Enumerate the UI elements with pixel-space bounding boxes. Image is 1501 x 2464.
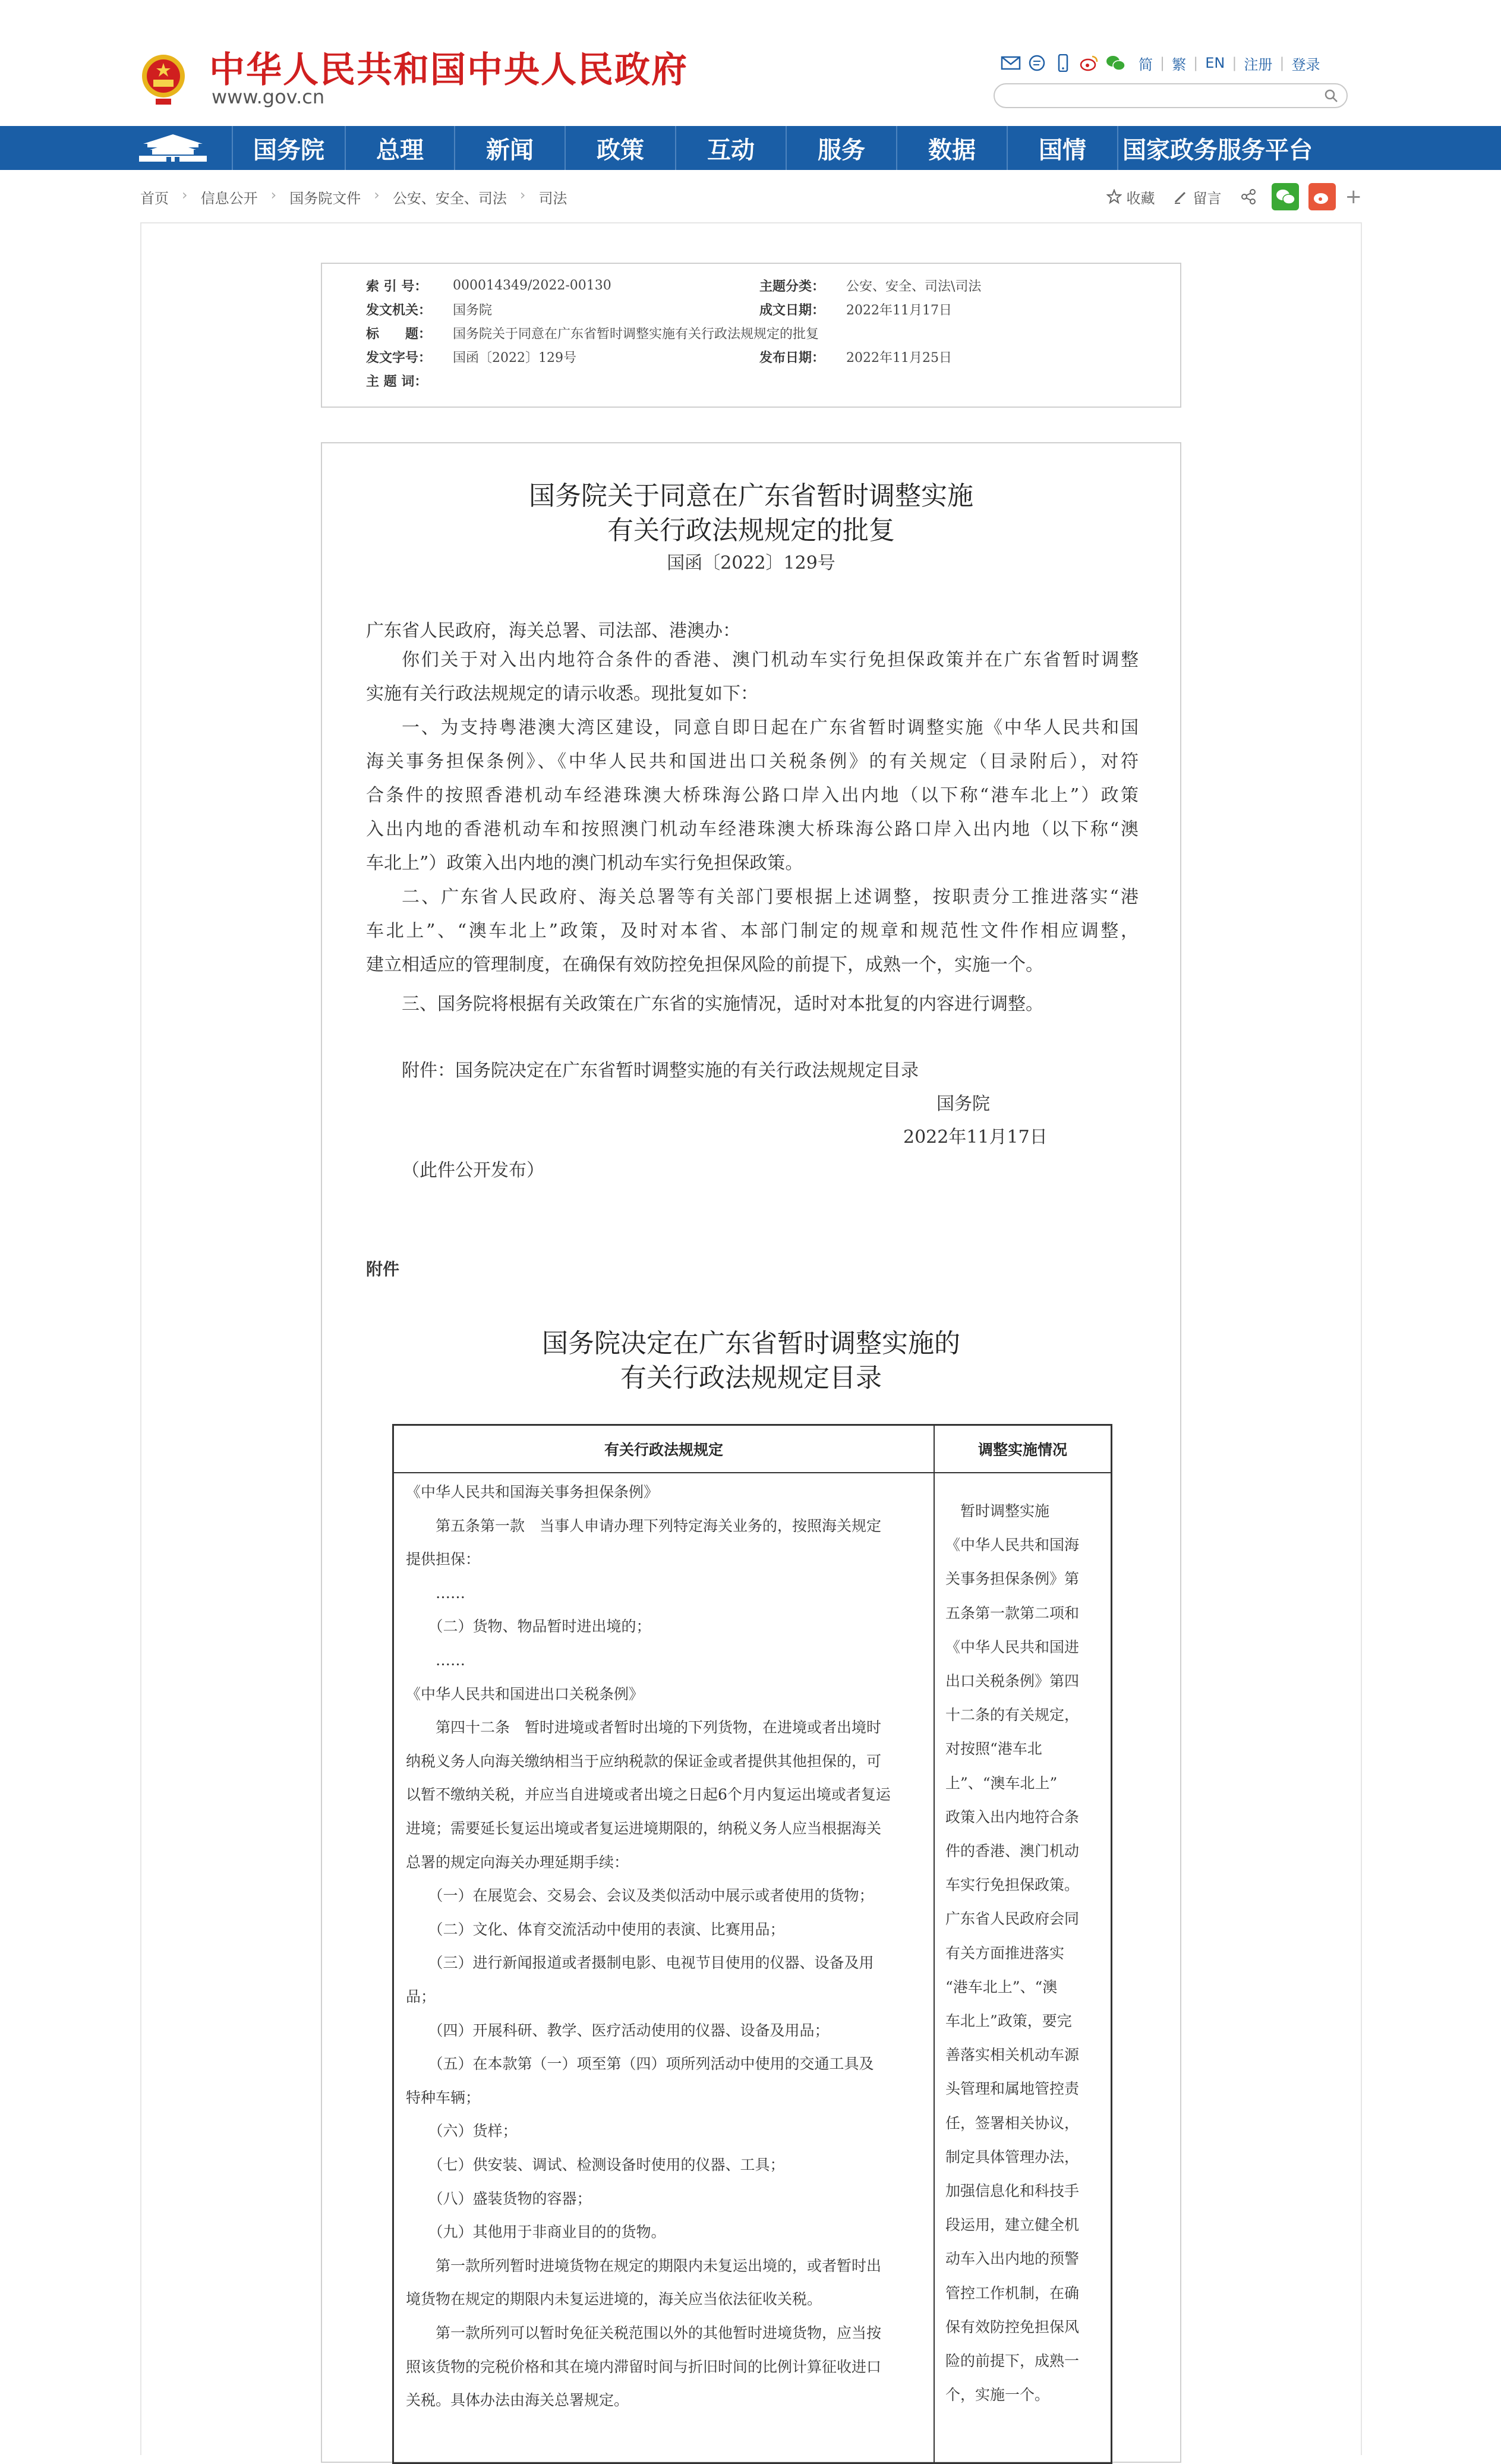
wechat-share-button[interactable]	[1272, 183, 1299, 210]
share-actions	[1106, 182, 1363, 212]
regulation-line: （二）货物、物品暂时进出境的；	[406, 1618, 651, 1636]
annex-label: 附件	[366, 1259, 400, 1279]
top-links: 简 | 繁 | EN | 注册 | 登录	[1001, 51, 1327, 75]
comment-button[interactable]	[1173, 187, 1222, 207]
breadcrumb: 首页 › 信息公开 › 国务院文件 › 公安、安全、司法 › 司法	[140, 187, 567, 207]
weibo-share-button[interactable]	[1308, 183, 1336, 210]
adjustment-line: 段运用，建立健全机	[945, 2216, 1080, 2234]
document-metadata	[321, 263, 1181, 408]
document-body	[321, 442, 1181, 2463]
adjustment-line: 件的香港、澳门机动	[945, 1842, 1080, 1860]
adjustment-line: 险的前提下，成熟一	[945, 2352, 1080, 2370]
doc-signer: 国务院	[936, 1094, 990, 1114]
nav-item-policy[interactable]: 政策	[565, 126, 675, 170]
adjustment-line: 加强信息化和科技手	[945, 2182, 1080, 2200]
search-box	[994, 83, 1348, 108]
regulation-line: 境货物在规定的期限内未复运进境的，海关应当依法征收关税。	[406, 2290, 822, 2308]
nav-item-premier[interactable]: 总理	[345, 126, 454, 170]
adjustment-line: 管控工作机制，在确	[945, 2284, 1080, 2302]
weibo-share-icon	[1312, 188, 1332, 206]
doc-paragraph-2: 一、为支持粤港澳大湾区建设，同意自即日起在广东省暂时调整实施《中华人民共和国	[402, 717, 1139, 738]
favorite-label: 收藏	[1126, 190, 1155, 207]
regulation-line: 以暂不缴纳关税，并应当自进境或者出境之日起6个月内复运出境或者复运	[406, 1786, 891, 1804]
site-header	[0, 0, 1501, 126]
message-icon[interactable]	[1027, 54, 1047, 72]
breadcrumb-state-council-docs[interactable]: 国务院文件	[289, 190, 361, 207]
doc-attachment-note[interactable]: 附件：国务院决定在广东省暂时调整实施的有关行政法规规定目录	[402, 1060, 919, 1081]
adjustment-line: 广东省人民政府会同	[945, 1910, 1080, 1928]
regulation-line: 总署的规定向海关办理延期手续：	[406, 1853, 629, 1871]
pen-icon	[1173, 189, 1188, 204]
regulation-line: 关税。具体办法由海关总署规定。	[406, 2391, 629, 2409]
breadcrumb-row	[140, 182, 1362, 212]
doc-number: 国函〔2022〕129号	[667, 553, 835, 574]
wechat-share-icon	[1275, 188, 1295, 206]
doc-public-note: （此件公开发布）	[402, 1160, 544, 1181]
main-nav	[0, 126, 1501, 170]
regulation-line: （八）盛装货物的容器；	[406, 2189, 592, 2207]
register-link[interactable]: 注册	[1244, 56, 1273, 73]
meta-pubdate: 发布日期： 2022年11月25日	[759, 349, 952, 365]
regulation-line: 第四十二条 暂时进境或者暂时出境的下列货物，在进境或者出境时	[406, 1719, 882, 1737]
adjustment-line: 关事务担保条例》第	[945, 1570, 1080, 1588]
favorite-button[interactable]	[1106, 187, 1155, 207]
doc-paragraph-3: 二、广东省人民政府、海关总署等有关部门要根据上述调整，按职责分工推进落实“港	[402, 887, 1139, 908]
meta-docno: 发文字号： 国函〔2022〕129号	[366, 349, 576, 365]
regulation-table	[392, 1424, 1112, 2464]
adjustment-line: 任，签署相关协议，	[945, 2114, 1080, 2132]
regulation-line: （三）进行新闻报道或者摄制电影、电视节目使用的仪器、设备及用	[406, 1954, 874, 1972]
breadcrumb-info-disclosure[interactable]: 信息公开	[200, 190, 258, 207]
english-link[interactable]: EN	[1205, 55, 1225, 71]
meta-keywords: 主 题 词：	[366, 373, 428, 389]
breadcrumb-public-security[interactable]: 公安、安全、司法	[392, 190, 507, 207]
regulation-line: （五）在本款第（一）项至第（四）项所列活动中使用的交通工具及	[406, 2055, 874, 2073]
search-icon[interactable]	[1324, 89, 1338, 103]
nav-item-interaction[interactable]: 互动	[675, 126, 786, 170]
doc-paragraph-4: 三、国务院将根据有关政策在广东省的实施情况，适时对本批复的内容进行调整。	[402, 994, 1043, 1014]
breadcrumb-home[interactable]: 首页	[140, 190, 169, 207]
adjustment-line: 有关方面推进落实	[945, 1944, 1065, 1962]
adjustment-line: 对按照“港车北	[945, 1740, 1042, 1758]
doc-paragraph-1: 你们关于对入出内地符合条件的香港、澳门机动车实行免担保政策并在广东省暂时调整	[402, 650, 1139, 670]
regulation-line: 品；	[406, 1988, 436, 2005]
meta-issuer: 发文机关： 国务院	[366, 302, 493, 318]
adjustment-line: 头管理和属地管控责	[945, 2080, 1080, 2098]
regulation-line: ……	[406, 1584, 466, 1602]
adjustment-line: 出口关税条例》第四	[945, 1672, 1080, 1690]
national-emblem-icon[interactable]	[140, 49, 187, 108]
star-icon	[1106, 189, 1122, 204]
adjustment-line: 暂时调整实施	[945, 1502, 1050, 1520]
regulation-line: 第一款所列暂时进境货物在规定的期限内未复运出境的，或者暂时出	[406, 2257, 882, 2274]
more-share-button[interactable]: +	[1345, 185, 1362, 209]
nav-item-national-info[interactable]: 国情	[1007, 126, 1117, 170]
adjustment-line: 《中华人民共和国进	[945, 1638, 1080, 1656]
weibo-icon[interactable]	[1079, 54, 1099, 72]
regulation-line: 纳税义务人向海关缴纳相当于应纳税款的保证金或者提供其他担保的，可	[406, 1752, 882, 1770]
doc-paragraph-2-cont: 海关事务担保条例》、《中华人民共和国进出口关税条例》的有关规定（目录附后），对符 合条件的按照香港机动车经港珠澳大桥珠海公路口岸入出内地（以下称“港车北上”）政策 入出内地的香港机动车和按照澳门机动车经港珠澳大桥珠海公路口岸入出内地（以下称“澳 车北上”）政策入出内地的澳门机动车实行免担保政策。	[366, 751, 1139, 874]
meta-date: 成文日期： 2022年11月17日	[759, 302, 952, 318]
doc-paragraph-1-cont: 实施有关行政法规规定的请示收悉。现批复如下：	[366, 683, 758, 704]
doc-title-line2: 有关行政法规规定的批复	[607, 515, 895, 546]
adjustment-line: 五条第一款第二项和	[945, 1604, 1080, 1622]
tiananmen-icon[interactable]	[134, 131, 212, 165]
traditional-link[interactable]: 繁	[1172, 56, 1187, 73]
table-header-adjustment: 调整实施情况	[977, 1441, 1067, 1458]
regulation-line: （四）开展科研、教学、医疗活动使用的仪器、设备及用品；	[406, 2021, 830, 2039]
regulation-line: （一）在展览会、交易会、会议及类似活动中展示或者使用的货物；	[406, 1887, 874, 1905]
simplified-link[interactable]: 简	[1139, 56, 1153, 73]
search-input[interactable]	[1007, 84, 1318, 107]
share-icon[interactable]	[1240, 188, 1257, 206]
meta-index: 索 引 号： 000014349/2022-00130	[366, 278, 611, 294]
regulation-line: （七）供安装、调试、检测设备时使用的仪器、工具；	[406, 2156, 785, 2173]
adjustment-line: 十二条的有关规定，	[945, 1706, 1080, 1724]
nav-item-news[interactable]: 新闻	[454, 126, 565, 170]
regulation-line: 特种车辆；	[406, 2088, 481, 2106]
comment-label: 留言	[1193, 190, 1222, 207]
site-domain: www.gov.cn	[212, 86, 325, 108]
adjustment-line: 政策入出内地符合条	[945, 1808, 1080, 1826]
nav-items	[232, 126, 1317, 170]
mobile-icon[interactable]	[1053, 54, 1073, 72]
annex-title-line1: 国务院决定在广东省暂时调整实施的	[542, 1328, 960, 1359]
adjustment-line: 上”、“澳车北上”	[945, 1774, 1058, 1792]
regulation-line: （二）文化、体育交流活动中使用的表演、比赛用品；	[406, 1920, 785, 1938]
doc-paragraph-3-cont: 车北上”、“澳车北上”政策，及时对本省、本部门制定的规章和规范性文件作相应调整， 建立相适应的管理制度，在确保有效防控免担保风险的前提下，成熟一个，实施一个。	[366, 921, 1139, 975]
regulation-line: ……	[406, 1652, 466, 1669]
regulation-line: 《中华人民共和国海关事务担保条例》	[406, 1483, 659, 1501]
annex-title-line2: 有关行政法规规定目录	[620, 1363, 882, 1393]
breadcrumb-judiciary[interactable]: 司法	[538, 190, 567, 207]
doc-sign-date: 2022年11月17日	[903, 1127, 1048, 1148]
nav-item-services[interactable]: 服务	[786, 126, 896, 170]
regulation-line: 《中华人民共和国进出口关税条例》	[406, 1685, 644, 1703]
wechat-icon[interactable]	[1105, 54, 1125, 72]
adjustment-line: 动车入出内地的预警	[945, 2250, 1080, 2268]
nav-item-state-council[interactable]: 国务院	[232, 126, 345, 170]
adjustment-line: 制定具体管理办法，	[945, 2148, 1080, 2166]
regulation-line: （九）其他用于非商业目的的货物。	[406, 2223, 666, 2241]
login-link[interactable]: 登录	[1291, 56, 1320, 73]
adjustment-line: 保有效防控免担保风	[945, 2318, 1080, 2336]
nav-item-data[interactable]: 数据	[896, 126, 1007, 170]
regulation-line: 第一款所列可以暂时免征关税范围以外的其他暂时进境货物，应当按	[406, 2324, 882, 2342]
regulation-line: 提供担保：	[406, 1551, 481, 1568]
regulation-line: 第五条第一款 当事人申请办理下列特定海关业务的，按照海关规定	[406, 1517, 882, 1535]
site-title[interactable]: 中华人民共和国中央人民政府	[209, 49, 688, 91]
adjustment-line: 善落实相关机动车源	[945, 2046, 1080, 2064]
regulation-line: （六）货样；	[406, 2122, 518, 2140]
nav-item-service-platform[interactable]: 国家政务服务平台	[1117, 126, 1317, 170]
adjustment-line: 个，实施一个。	[945, 2386, 1050, 2404]
adjustment-line: “港车北上”、“澳	[945, 1978, 1058, 1996]
adjustment-line: 《中华人民共和国海	[945, 1536, 1080, 1554]
adjustment-line: 车北上”政策，要完	[945, 2012, 1072, 2030]
meta-title: 标 题： 国务院关于同意在广东省暂时调整实施有关行政法规规定的批复	[366, 326, 819, 342]
table-header-regulations: 有关行政法规规定	[604, 1441, 723, 1458]
doc-addressee: 广东省人民政府，海关总署、司法部、港澳办：	[366, 620, 740, 641]
mail-icon[interactable]	[1001, 54, 1021, 72]
regulation-line: 照该货物的完税价格和其在境内滞留时间与折旧时间的比例计算征收进口	[406, 2358, 882, 2375]
regulation-line: 进境；需要延长复运出境或者复运进境期限的，纳税义务人应当根据海关	[406, 1820, 882, 1837]
meta-category: 主题分类： 公安、安全、司法\司法	[759, 278, 982, 294]
adjustment-line: 车实行免担保政策。	[945, 1876, 1080, 1894]
doc-title-line1: 国务院关于同意在广东省暂时调整实施	[529, 481, 973, 511]
